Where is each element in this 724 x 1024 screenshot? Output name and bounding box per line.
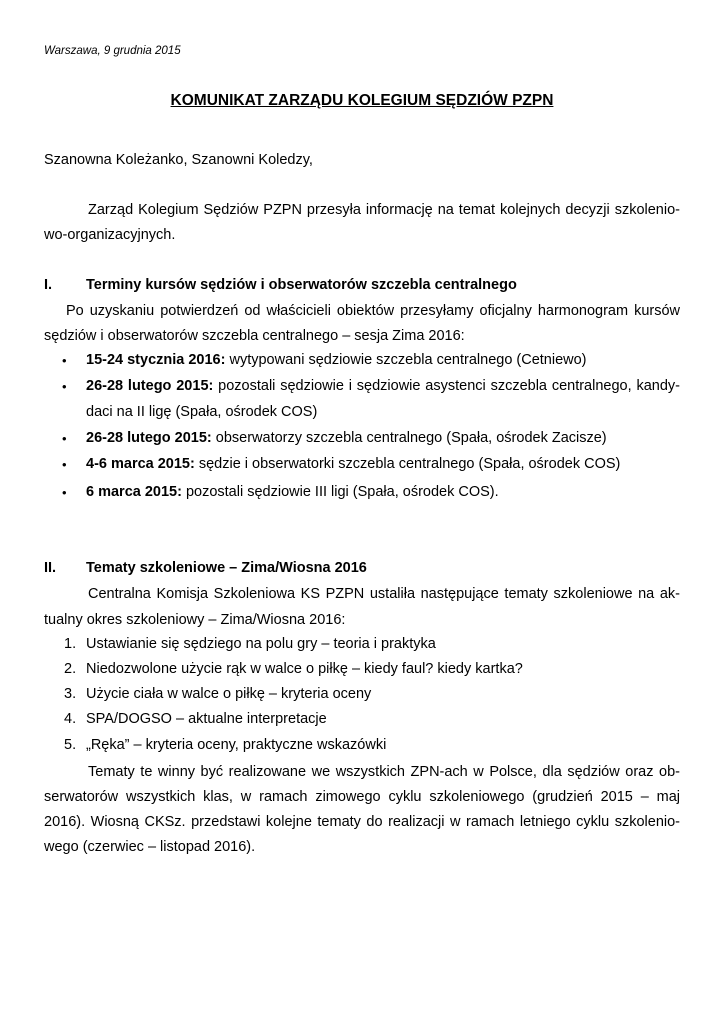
section-1-para-line-2: sędziów i obserwatorów szczebla centralnego – sesja Zima 2016: [44,328,465,344]
topic-item-5: „Ręka” – kryteria oceny, praktyczne wskazówki [86,737,387,753]
topic-number: 2. [64,661,77,677]
intro-line-2: wo-organizacyjnych. [44,227,176,243]
bullet-icon: • [62,485,67,500]
topic-item-3: Użycie ciała w walce o piłkę – kryteria oceny [86,686,372,702]
section-2-title: Tematy szkoleniowe – Zima/Wiosna 2016 [86,560,367,576]
closing-line-4: wego (czerwiec – listopad 2016). [44,839,256,855]
schedule-item-1: 15-24 stycznia 2016: wytypowani sędziowie szczebla centralnego (Cetniewo) [86,352,587,368]
greeting: Szanowna Koleżanko, Szanowni Koledzy, [44,152,313,168]
schedule-item-2: 26-28 lutego 2015: pozostali sędziowie i sędziowie asystenci szczebla centralnego, kandy- [86,378,680,394]
topic-number: 1. [64,636,77,652]
section-1-title: Terminy kursów sędziów i obserwatorów szczebla centralnego [86,277,517,293]
closing-line-3: 2016). Wiosną CKSz. przedstawi kolejne tematy do realizacji w ramach letniego cyklu szkolenio- [44,814,680,830]
section-2-para-line-2: tualny okres szkoleniowy – Zima/Wiosna 2016: [44,612,346,628]
topic-item-4: SPA/DOGSO – aktualne interpretacje [86,711,327,727]
section-1-number: I. [44,277,53,293]
topic-number: 4. [64,711,77,727]
intro-line-1: Zarząd Kolegium Sędziów PZPN przesyła informację na temat kolejnych decyzji szkolenio- [88,202,680,218]
topic-item-1: Ustawianie się sędziego na polu gry – teoria i praktyka [86,636,436,652]
section-2-number: II. [44,560,57,576]
schedule-item-4: 4-6 marca 2015: sędzie i obserwatorki szczebla centralnego (Spała, ośrodek COS) [86,456,621,472]
bullet-icon: • [62,457,67,472]
schedule-item-3: 26-28 lutego 2015: obserwatorzy szczebla centralnego (Spała, ośrodek Zacisze) [86,430,607,446]
bullet-icon: • [62,353,67,368]
closing-line-1: Tematy te winny być realizowane we wszystkich ZPN-ach w Polsce, dla sędziów oraz ob- [88,764,680,780]
schedule-item-2-cont: daci na II ligę (Spała, ośrodek COS) [86,404,318,420]
section-2-para-line-1: Centralna Komisja Szkoleniowa KS PZPN ustaliła następujące tematy szkoleniowe na ak- [88,586,680,602]
closing-line-2: serwatorów wszystkich klas, w ramach zimowego cyklu szkoleniowego (grudzień 2015 – maj [44,789,680,805]
topic-item-2: Niedozwolone użycie rąk w walce o piłkę – kiedy faul? kiedy kartka? [86,661,523,677]
schedule-item-5: 6 marca 2015: pozostali sędziowie III ligi (Spała, ośrodek COS). [86,484,499,500]
topic-number: 3. [64,686,77,702]
bullet-icon: • [62,379,67,394]
bullet-icon: • [62,431,67,446]
document-title: KOMUNIKAT ZARZĄDU KOLEGIUM SĘDZIÓW PZPN [170,92,554,109]
document-date: Warszawa, 9 grudnia 2015 [44,45,181,57]
section-1-para-line-1: Po uzyskaniu potwierdzeń od właścicieli obiektów przesyłamy oficjalny harmonogram kursów [66,303,680,319]
topic-number: 5. [64,737,77,753]
